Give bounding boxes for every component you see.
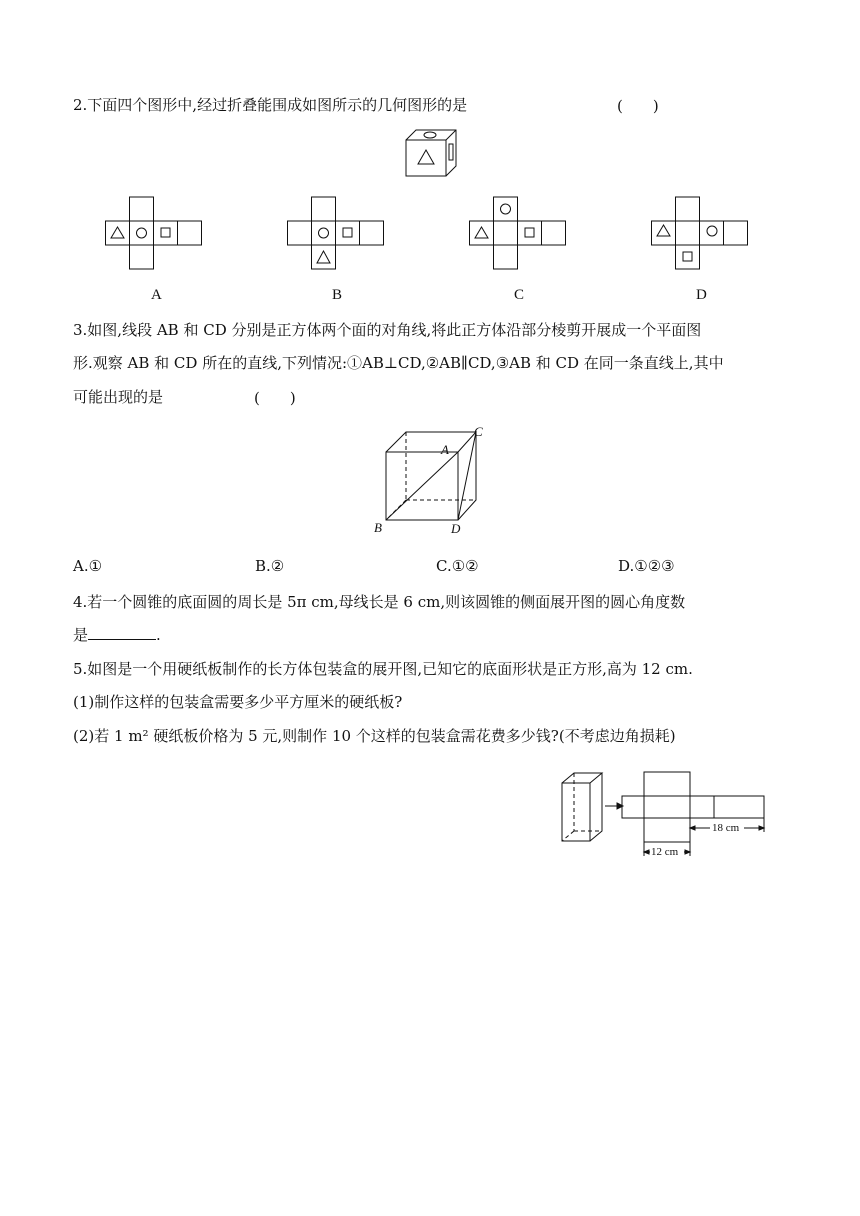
q2-cube-figure <box>404 128 458 178</box>
q5-line-1: 5.如图是一个用硬纸板制作的长方体包装盒的展开图,已知它的底面形状是正方形,高为 12 cm. <box>73 660 693 678</box>
q3-choice-a: A.① <box>73 557 103 575</box>
q3-label-d: D <box>451 521 461 536</box>
q2-net-a <box>105 196 205 271</box>
q3-line-3: 可能出现的是 <box>73 388 164 406</box>
q2-net-c <box>469 196 569 271</box>
q4-line-2-end: . <box>156 626 161 644</box>
q3-line-1: 3.如图,线段 AB 和 CD 分别是正方体两个面的对角线,将此正方体沿部分棱剪开展成一个平面图 <box>73 321 702 339</box>
q5-sub-2: (2)若 1 m² 硬纸板价格为 5 元,则制作 10 个这样的包装盒需花费多少钱?(不考虑边角损耗) <box>73 727 676 745</box>
q5-dim-12: 12 cm <box>651 846 679 858</box>
q3-label-b: B <box>374 520 382 535</box>
q4-line-1: 4.若一个圆锥的底面圆的周长是 5π cm,母线长是 6 cm,则该圆锥的侧面展开图的圆心角度数 <box>73 593 686 611</box>
q2-answer-paren: ( ) <box>617 97 659 115</box>
q5-dim-18: 18 cm <box>712 822 740 834</box>
q3-label-c: C <box>474 424 483 439</box>
q4-line-2 <box>73 625 161 645</box>
q2-option-d-label: D <box>696 287 707 303</box>
q2-net-d <box>651 196 751 271</box>
q2-option-a-label: A <box>151 287 162 303</box>
q2-option-c-label: C <box>514 287 525 303</box>
q5-box-figure <box>560 771 605 843</box>
q4-answer-blank <box>88 625 156 640</box>
q3-choice-c: C.①② <box>436 557 479 575</box>
q3-choice-b: B.② <box>255 557 285 575</box>
q3-answer-paren: ( ) <box>254 389 296 407</box>
q5-sub-1: (1)制作这样的包装盒需要多少平方厘米的硬纸板? <box>73 693 403 711</box>
q2-option-b-label: B <box>332 287 343 303</box>
q5-net-figure <box>620 770 770 862</box>
q3-line-2: 形.观察 AB 和 CD 所在的直线,下列情况:①AB⊥CD,②AB∥CD,③AB 和 CD 在同一条直线上,其中 <box>73 354 724 372</box>
q4-line-2-start: 是 <box>73 626 89 644</box>
q3-choice-d: D.①②③ <box>618 557 675 575</box>
q2-text: 2.下面四个图形中,经过折叠能围成如图所示的几何图形的是 <box>73 96 468 114</box>
q2-net-b <box>287 196 387 271</box>
q3-cube-figure <box>372 424 492 536</box>
q3-label-a: A <box>441 442 449 457</box>
